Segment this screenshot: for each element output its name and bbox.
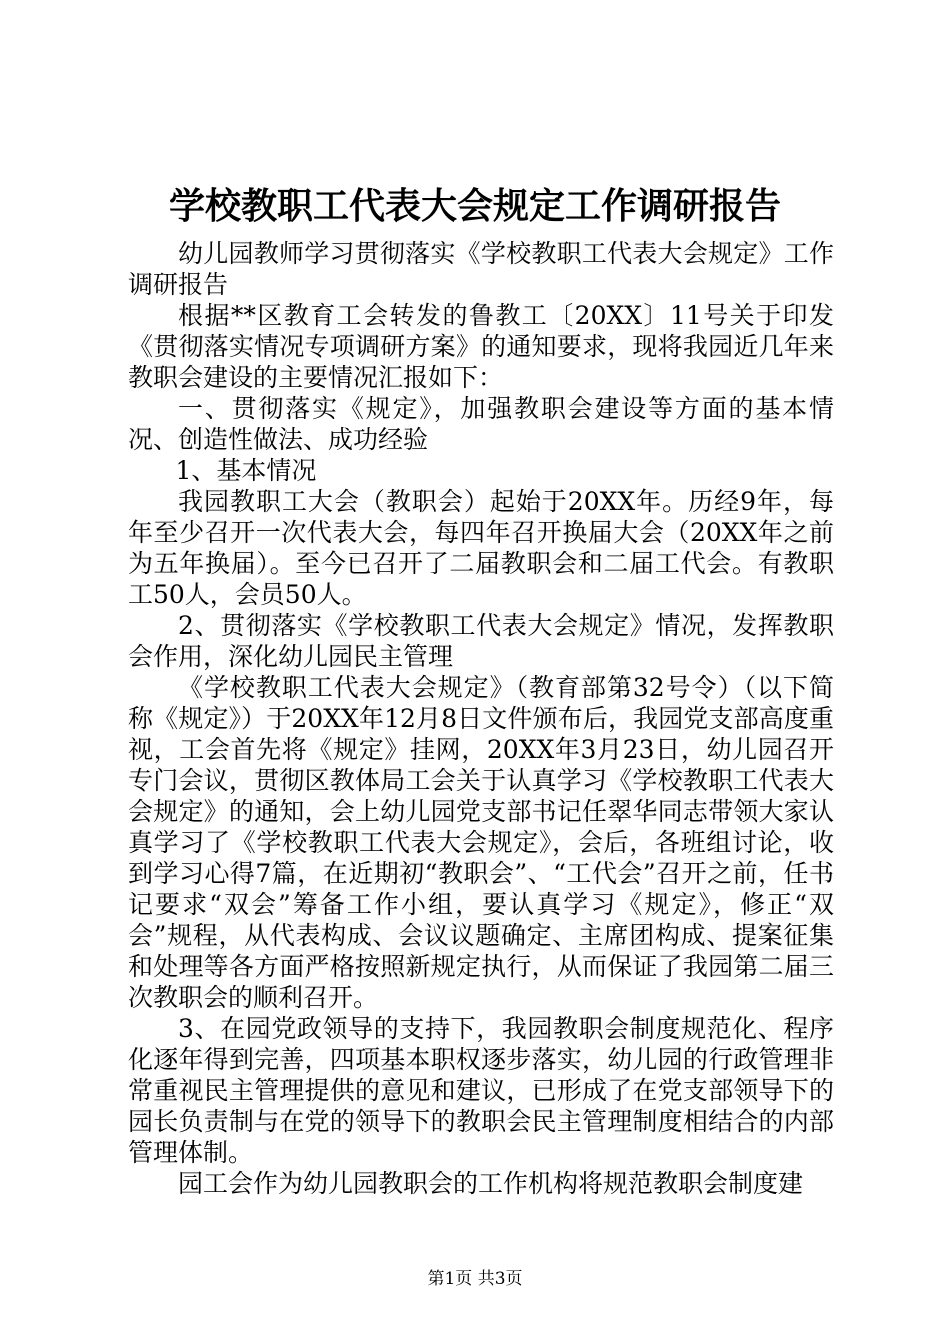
document-title: 学校教职工代表大会规定工作调研报告	[168, 185, 781, 228]
paragraph-regulation-study: 《学校教职工代表大会规定》（教育部第32号令）（以下简称《规定》）于20XX年12月8日文件颁布后，我园党支部高度重视，工会首先将《规定》挂网，20XX年3月23日，幼儿园召开专门会议，贯彻区教体局工会关于认真学习《学校教职工代表大会规定》的通知，会上幼儿园党支部书记任翠华同志带领大家认真学习了《学校教职工代表大会规定》，会后，各班组讨论，收到学习心得7篇，在近期初“教职会”、“工代会”召开之前，任书记要求“双会”筹备工作小组，要认真学习《规定》，修正“双会”规程，从代表构成、会议议题确定、主席团构成、提案征集和处理等各方面严格按照新规定执行，从而保证了我园第二届三次教职会的顺利召开。	[128, 673, 834, 1012]
paragraph-basic-situation-heading: 1、基本情况	[175, 456, 317, 485]
paragraph-item-3: 3、在园党政领导的支持下，我园教职会制度规范化、程序化逐年得到完善，四项基本职权逐步落实，幼儿园的行政管理非常重视民主管理提供的意见和建议，已形成了在党支部领导下的园长负责制与在党的领导下的教职会民主管理制度相结合的内部管理体制。	[128, 1014, 834, 1167]
paragraph-section-1-heading: 一、贯彻落实《规定》，加强教职会建设等方面的基本情况、创造性做法、成功经验	[128, 394, 834, 454]
paragraph-intro: 根据**区教育工会转发的鲁教工〔20XX〕11号关于印发《贯彻落实情况专项调研方案》的通知要求，现将我园近几年来教职会建设的主要情况汇报如下：	[128, 301, 834, 392]
paragraph-basic-situation: 我园教职工大会（教职会）起始于20XX年。历经9年，每年至少召开一次代表大会，每四年召开换届大会（20XX年之前为五年换届）。至今已召开了二届教职会和二届工代会。有教职工50人，会员50人。	[128, 487, 834, 609]
paragraph-subtitle: 幼儿园教师学习贯彻落实《学校教职工代表大会规定》工作调研报告	[128, 239, 834, 299]
paragraph-union-work: 园工会作为幼儿园教职会的工作机构将规范教职会制度建	[178, 1169, 804, 1198]
document-body	[128, 238, 834, 1199]
paragraph-item-2-heading: 2、贯彻落实《学校教职工代表大会规定》情况，发挥教职会作用，深化幼儿园民主管理	[128, 611, 834, 671]
page-number-footer: 第1页 共3页	[427, 1269, 523, 1289]
